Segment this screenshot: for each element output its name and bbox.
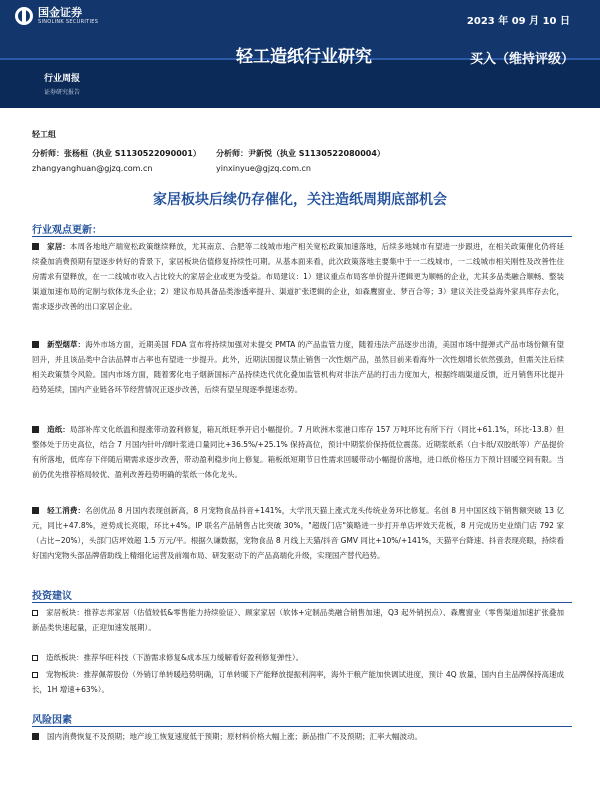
- section-heading-suggestion: 投资建议: [32, 591, 72, 602]
- section-divider: [32, 602, 572, 603]
- view-text: 海外市场方面，近期美国 FDA 宣布将持续加强对未提交 PMTA 的产品监管力度，随着违法产品逐步出清，美国市场中提弹式产品市场份额有望回升，并且该品类中合法品牌市占率也有望进一步提升。此外，近期法国提议禁止销售一次性烟产品，虽然目前来看海外一次性烟增长依然强劲，但需关注后续相关政策禁令风险。国内市场方面，随着雾化电子烟新国标产品持续迭代优化叠加监管机构对非法产品的打击力度加大，根据终端渠道反馈，近月销售环比提升趋势延续，国内产业链各环节经营情况正逐步改善，后续有望呈现逐季提速态势。: [32, 340, 565, 394]
- section-heading-risk: 风险因素: [32, 715, 72, 726]
- hollow-bullet-icon: [32, 672, 38, 678]
- logo: [14, 6, 98, 26]
- header-banner: [0, 0, 600, 108]
- view-text: 名创优品 8 月国内表现创新高，8 月宠物食品抖音+141%，大学汛天猫上涨式龙头传统业务环比修复。名创 8 月中国区线下销售额突破 13 亿元，同比+47.8%，逆势成长亮眼，环比+4%。IP 联名产品销售占比突破 30%，"超级门店"策略进一步打开单店坪效天花板，8 月完成历史业绩门店 792 家（占比~20%），头部门店坪效超 1.5 万元/平。根据久谦数据，宠物食品 8 月线上天猫/抖音 GMV 同比+10%/+141%，天猫平台降速、抖音表现亮眼，持续看好国内宠物头部品牌借助线上精细化运营及前端布局、研发驱动下的产品高端化升级，实现国产替代趋势。: [32, 506, 564, 560]
- analyst-block: [32, 129, 572, 175]
- bullet-icon: [32, 507, 39, 514]
- risk-text: 国内消费恢复不及预期；地产竣工恢复速度低于预期；原材料价格大幅上涨；新品推广不及预期；汇率大幅波动。: [47, 732, 422, 741]
- analyst-row: [32, 148, 572, 159]
- report-subtitle: 证券研究报告: [44, 89, 81, 96]
- view-paragraph-consumer: [32, 503, 564, 563]
- email-row: [32, 164, 572, 175]
- bullet-icon: [32, 426, 39, 433]
- view-text: 局部补库文化纸温和提涨带动盈利修复，箱瓦纸旺季开启小幅提价。7 月欧洲木浆港口库存 157 万吨环比有所下行（同比+61.1%，环比-13.8）但整体处于历史高位，结合 7 月国内针叶/阔叶浆进口量同比+36.5%/+25.1% 保持高位，预计中期浆价保持低位震荡。近期浆纸系（白卡纸/双胶纸等）产品提价有所落地，低库存下伴随后期需求逐步改善，带动盈利稳步向上修复。箱板纸短期节日性需求回暖带动小幅提价落地，进口纸价格压力下预计回暖空间有限。当前仍优先推荐格局较优、盈利改善趋势明确的浆纸一体化龙头。: [32, 425, 564, 479]
- view-paragraph-home: [32, 239, 564, 314]
- analyst-1: 分析师：张杨桓（执业 S1130522090001）: [32, 149, 201, 158]
- view-paragraph-ecig: [32, 337, 564, 397]
- suggestion-text: 造纸板块：推荐华旺科技（下游需求修复&成本压力缓解看好盈利修复弹性）。: [46, 653, 304, 662]
- section-divider: [32, 236, 572, 237]
- view-label: 造纸：: [47, 425, 70, 434]
- sinolink-logo-icon: [14, 6, 34, 26]
- logo-name: 国金证券: [38, 5, 82, 19]
- view-text: 本周各地地产端宽松政策继续释放，尤其南京、合肥等二线城市地产相关宽松政策加速落地，后续多地城市有望进一步跟进，在相关政策催化仍将延续叠加消费预期有望逐步转好的背景下，家居板块估值修复持续性可期。从基本面来看，此次政策落地主要集中于一二线城市，一二线城市相关刚性及改善性住房需求有望释放，在一二线城市收入占比较大的家居企业或更为受益。布局建议：1）建议重点布局客单价提升逻辑更为顺畅的企业，尤其多品类融合顺畅、整装渠道加速布局的定制与软体龙头企业；2）建议布局具备品类渗透率提升、渠道扩张逻辑的企业，如森鹰窗业、梦百合等；3）建议关注受益海外家具库存去化，需求逐步改善的出口家居企业。: [32, 242, 565, 311]
- bullet-icon: [32, 733, 39, 740]
- logo-english-name: SINOLINK SECURITIES: [38, 18, 99, 25]
- section-heading-views: 行业观点更新：: [32, 225, 102, 236]
- view-paragraph-paper: [32, 422, 564, 482]
- banner-lower-band: [0, 60, 600, 108]
- risk-paragraph: [32, 729, 564, 744]
- analyst-group: 轻工组: [32, 130, 56, 139]
- hollow-bullet-icon: [32, 610, 38, 616]
- bullet-icon: [32, 341, 39, 348]
- view-label: 轻工消费：: [47, 506, 86, 515]
- view-label: 家居：: [47, 242, 70, 251]
- report-title: 轻工造纸行业研究: [236, 47, 372, 67]
- section-divider: [32, 726, 572, 727]
- suggestion-text: 宠物板块：推荐佩蒂股份（外销订单转暖趋势明确，订单转暖下产能释放提振利润率，海外干粮产能加快调试进度，预计 4Q 放量，国内自主品牌保持高速成长，1H 增速+63%）。: [32, 670, 564, 694]
- bullet-icon: [32, 243, 39, 250]
- suggestion-item: [32, 667, 564, 697]
- hollow-bullet-icon: [32, 655, 38, 661]
- analyst-1-email[interactable]: zhangyanghuan@gjzq.com.cn: [32, 164, 153, 173]
- rating: 买入（维持评级）: [470, 52, 575, 67]
- main-title: 家居板块后续仍存催化，关注造纸周期底部机会: [153, 192, 447, 208]
- suggestion-text: 家居板块：推荐志邦家居（估值较低&零售能力持续验证）、顾家家居（软体+定制品类融合销售加速，Q3 起外销拐点）、森鹰窗业（零售渠道加速扩张叠加新品类快速起量，正迎加速发展期）。: [32, 608, 564, 632]
- report-type: 行业周报: [44, 74, 81, 84]
- suggestion-item: [32, 650, 564, 665]
- view-label: 新型烟草：: [47, 340, 86, 349]
- suggestion-item: [32, 605, 564, 635]
- analyst-2-email[interactable]: yinxinyue@gjzq.com.cn: [216, 164, 311, 173]
- analyst-2: 分析师：尹新悦（执业 S1130522080004）: [216, 149, 385, 158]
- report-date: 2023 年 09 月 10 日: [466, 16, 570, 27]
